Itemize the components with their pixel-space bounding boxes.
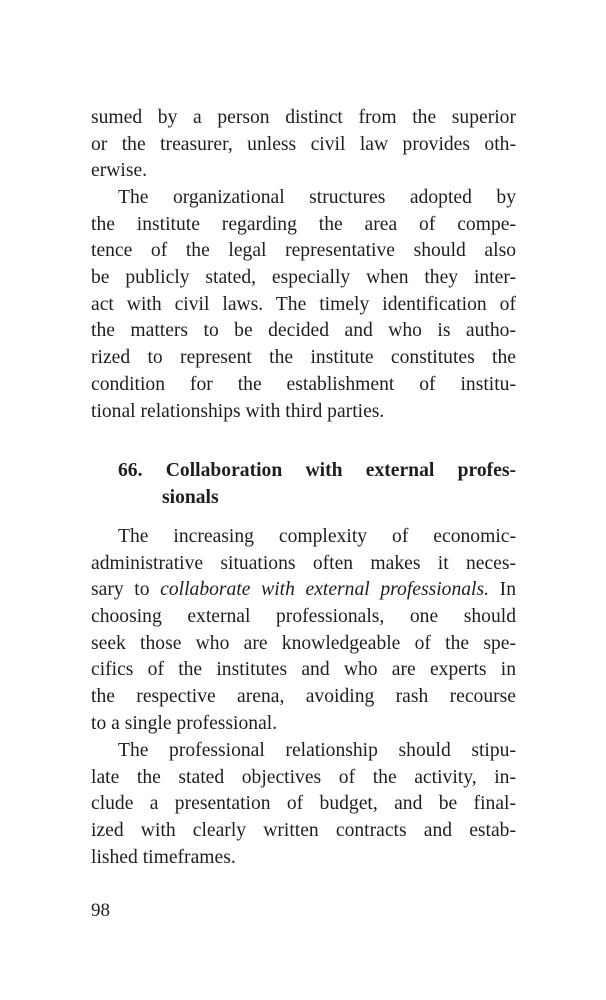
text-line: clude a presentation of budget, and be final- [91,793,516,815]
text-line: condition for the establishment of institu- [91,373,516,395]
text-line: erwise. [91,160,148,182]
text-run: In [489,579,516,601]
paragraph [91,105,516,185]
text-line: lished timeframes. [91,846,236,868]
text-run: sary to [91,579,161,601]
text-line: sumed by a person distinct from the superior [91,107,516,128]
text-line: the respective arena, avoiding rash recourse [91,686,516,708]
paragraph [91,524,516,738]
section-heading [118,457,516,511]
text-line: the institute regarding the area of compe- [91,213,516,235]
emphasis: collaborate with external professionals. [160,579,490,601]
text-line: The increasing complexity of economic- [118,526,516,547]
paragraph [91,185,516,425]
text-line [91,577,516,604]
text-line: tional relationships with third parties. [91,400,385,422]
text-line: ized with clearly written contracts and estab- [91,820,516,842]
text-line: tence of the legal representative should also [91,240,516,262]
text-line: the matters to be decided and who is autho- [91,320,516,342]
heading-line: sionals [162,487,219,508]
text-line: or the treasurer, unless civil law provides oth- [91,133,516,155]
page-number: 98 [91,900,110,921]
text-line: The organizational structures adopted by [118,187,516,208]
text-line: seek those who are knowledgeable of the spe- [91,632,516,654]
text-line: be publicly stated, especially when they inter- [91,267,516,289]
text-line: The professional relationship should stipu- [118,740,516,761]
text-line: choosing external professionals, one should [91,606,516,628]
text-line: act with civil laws. The timely identification of [91,293,516,315]
text-line: to a single professional. [91,712,278,734]
text-line: rized to represent the institute constitutes the [91,347,516,369]
text-line: late the stated objectives of the activity, in- [91,766,516,788]
paragraph [91,738,516,871]
text-line: cifics of the institutes and who are experts in [91,659,516,681]
text-line: administrative situations often makes it neces- [91,552,516,574]
heading-line: 66. Collaboration with external profes- [118,460,516,481]
